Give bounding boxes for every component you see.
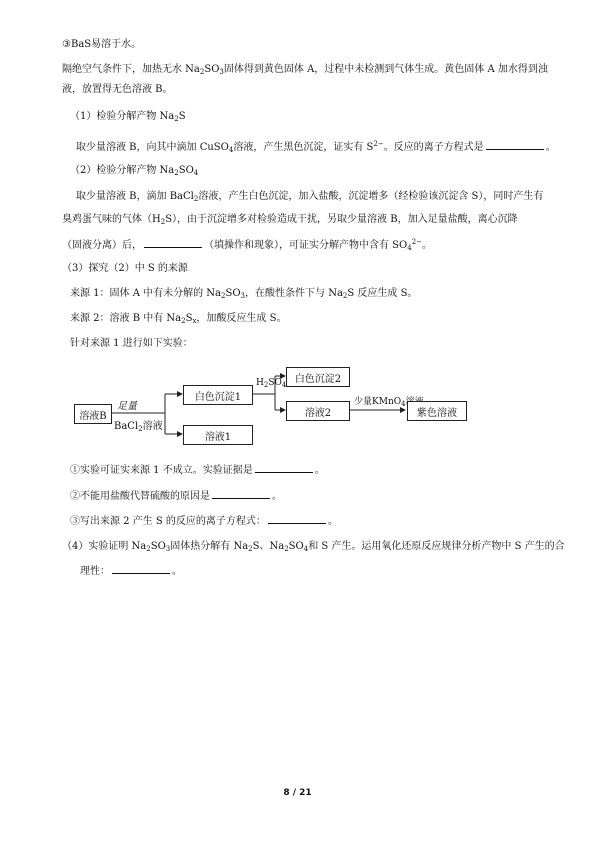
q2-text-2: 臭鸡蛋气味的气体$(H_2S)$，由于沉淀增多对检验造成干扰，另取少量溶液 B，加入足量盐酸，离心沉降 (62, 214, 518, 226)
q3-source-2: 来源 2：溶液 B 中有 $Na_2S_x$，加酸反应生成 S。 (70, 313, 287, 325)
answer-blank-q1[interactable] (486, 139, 544, 150)
q3-source-1: 来源 1：固体 A 中有未分解的 $Na_2SO_3$，在酸性条件下与 $Na_2S$ 反应生成 S。 (70, 288, 418, 300)
q3-part-a: ①实验可证实来源 1 不成立。实验证据是 。 (70, 462, 595, 478)
q1-heading: （1）检验分解产物 $Na_2S$ (70, 111, 186, 123)
label-kmno4: 少量KMnO$_4$ (354, 397, 406, 408)
answer-blank-q3c[interactable] (268, 513, 326, 524)
box-white-ppt-2: 白色沉淀2 (286, 367, 350, 387)
q3-heading: （3）探究（2）中 S 的来源 (62, 263, 188, 274)
box-solution-1: 溶液1 (183, 425, 253, 445)
intro-line-1: 隔绝空气条件下，加热无水 $Na_2SO_3$固体得到黄色固体 A，过程中未检测到气体生成。黄色固体 A 加水得到浊 (62, 64, 548, 76)
box-white-ppt-1: 白色沉淀1 (183, 385, 253, 405)
label-h2so4: $H_2SO_4$ (256, 378, 287, 389)
answer-blank-q4[interactable] (112, 563, 170, 574)
intro-line-2: 液，放置得无色溶液 B。 (62, 84, 173, 95)
box-solution-b: 溶液B (74, 404, 112, 424)
box-solution-2: 溶液2 (286, 401, 350, 421)
answer-blank-q3a[interactable] (255, 462, 313, 473)
q2-heading: （2）检验分解产物 $Na_2SO_4$ (70, 165, 199, 177)
q1-text: 取少量溶液 B，向其中滴加 CuSO$_4$溶液，产生黑色沉淀，证实有 $S^{2-}$。反应的离子方程式是 。 (76, 140, 556, 154)
q2-text-3: （固液分离）后， （填操作和现象），可证实分解产物中含有 $SO_4^{2-}$。 (62, 238, 433, 252)
answer-blank-q3b[interactable] (212, 488, 270, 499)
q2-text-1: 取少量溶液 B，滴加 BaCl$_2$溶液，产生白色沉淀，加入盐酸，沉淀增多（经检验该沉淀含 S），同时产生有 (76, 191, 544, 203)
label-excess: 足量 (117, 401, 137, 412)
q4-line-2: 理性： 。 (80, 563, 595, 579)
answer-blank-q2[interactable] (144, 237, 202, 248)
experiment-flowchart (70, 358, 470, 453)
page-number: 8 / 21 (283, 788, 312, 798)
note-3: ③BaS易溶于水。 (62, 39, 142, 50)
box-purple-solution: 紫色溶液 (407, 401, 467, 421)
q3-part-b: ②不能用盐酸代替硫酸的原因是 。 (70, 488, 595, 504)
label-bacl2: BaCl$_2$溶液 (114, 421, 163, 433)
q3-part-c: ③写出来源 2 产生 S 的反应的离子方程式： 。 (70, 513, 595, 529)
q4-line-1: （4）实验证明 $Na_2SO_3$固体热分解有 $Na_2S$、$Na_2SO_4$和 S 产生。运用氧化还原反应规律分析产物中 S 产生的合 (62, 541, 565, 553)
q3-source-intro: 针对来源 1 进行如下实验： (70, 338, 193, 349)
